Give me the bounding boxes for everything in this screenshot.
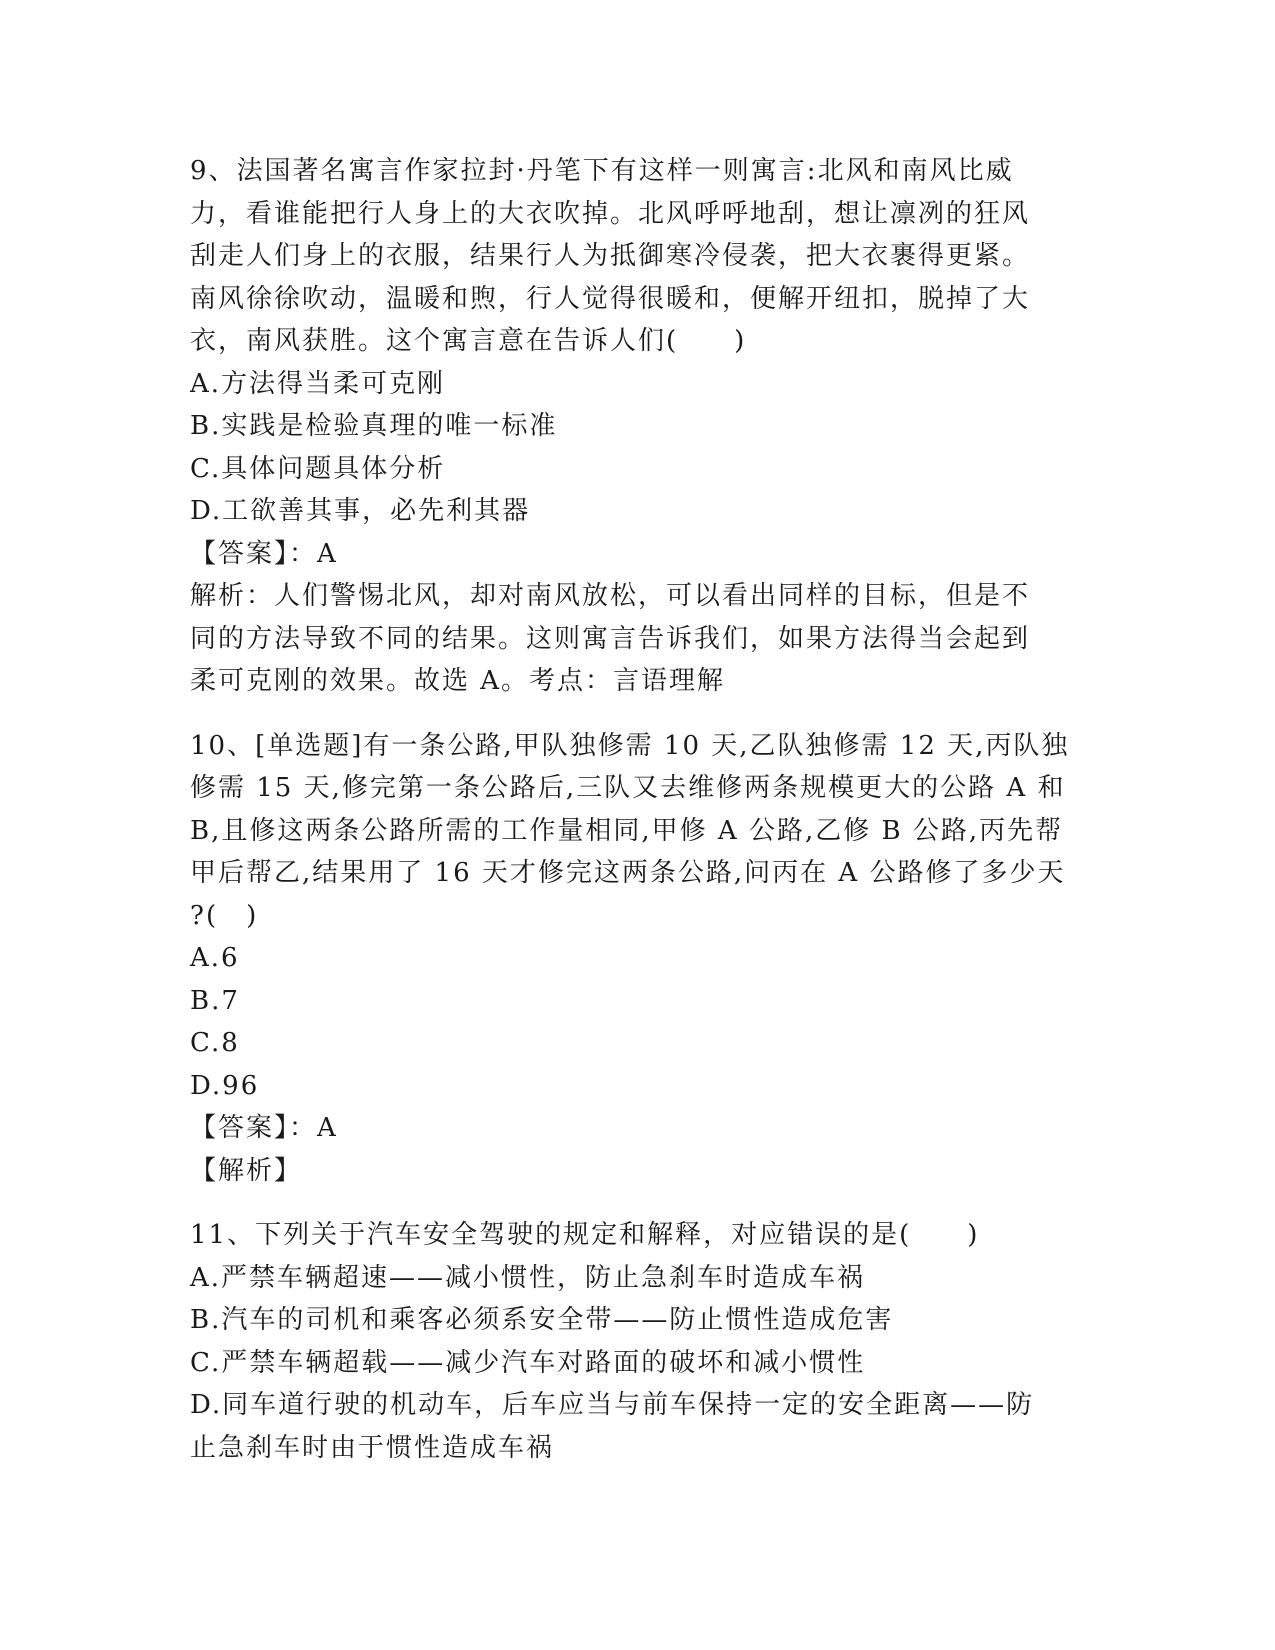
question-stem-line: 11、下列关于汽车安全驾驶的规定和解释，对应错误的是( ) — [190, 1220, 980, 1250]
option-d: D.同车道行驶的机动车，后车应当与前车保持一定的安全距离——防 — [190, 1390, 1035, 1420]
question-9 — [190, 150, 1080, 703]
analysis-line: 柔可克刚的效果。故选 A。考点：言语理解 — [190, 666, 726, 696]
analysis-line: 解析：人们警惕北风，却对南风放松，可以看出同样的目标，但是不 — [190, 581, 1031, 611]
question-stem-line: 南风徐徐吹动，温暖和煦，行人觉得很暖和，便解开纽扣，脱掉了大 — [190, 283, 1031, 314]
question-stem-line: ?( ) — [190, 900, 259, 931]
option-b: B.7 — [190, 985, 240, 1016]
question-stem-line: 力，看谁能把行人身上的大衣吹掉。北风呼呼地刮，想让凛冽的狂风 — [190, 198, 1031, 229]
option-a: A.方法得当柔可克刚 — [190, 368, 446, 399]
document-page — [190, 150, 1080, 1469]
question-11 — [190, 1214, 1080, 1469]
option-c: C.具体问题具体分析 — [190, 453, 446, 484]
question-stem-line: 修需 15 天,修完第一条公路后,三队又去维修两条规模更大的公路 A 和 — [190, 773, 1066, 803]
answer-label: 【答案】：A — [190, 538, 338, 569]
question-10 — [190, 725, 1080, 1193]
question-stem-line: 甲后帮乙,结果用了 16 天才修完这两条公路,问丙在 A 公路修了多少天 — [190, 858, 1066, 888]
option-b: B.汽车的司机和乘客必须系安全带——防止惯性造成危害 — [190, 1305, 894, 1335]
question-stem-line: B,且修这两条公路所需的工作量相同,甲修 A 公路,乙修 B 公路,丙先帮 — [190, 815, 1064, 846]
option-c: C.严禁车辆超载——减少汽车对路面的破坏和减小惯性 — [190, 1347, 866, 1378]
option-a: A.严禁车辆超速——减小惯性，防止急刹车时造成车祸 — [190, 1262, 866, 1293]
question-stem-line: 刮走人们身上的衣服，结果行人为抵御寒冷侵袭，把大衣裹得更紧。 — [190, 241, 1031, 271]
option-c: C.8 — [190, 1028, 240, 1058]
question-stem-line: 衣，南风获胜。这个寓言意在告诉人们( ) — [190, 326, 747, 356]
option-d: D.工欲善其事，必先利其器 — [190, 496, 531, 526]
option-a: A.6 — [190, 943, 240, 973]
option-d-continued: 止急刹车时由于惯性造成车祸 — [190, 1432, 555, 1463]
question-stem-line: 9、法国著名寓言作家拉封·丹笔下有这样一则寓言:北风和南风比威 — [190, 156, 1014, 186]
option-b: B.实践是检验真理的唯一标准 — [190, 411, 558, 441]
analysis-line: 【解析】 — [190, 1155, 303, 1186]
question-stem-line: 10、[单选题]有一条公路,甲队独修需 10 天,乙队独修需 12 天,丙队独 — [190, 730, 1070, 761]
answer-label: 【答案】：A — [190, 1113, 338, 1143]
analysis-line: 同的方法导致不同的结果。这则寓言告诉我们，如果方法得当会起到 — [190, 623, 1031, 654]
option-d: D.96 — [190, 1070, 260, 1101]
